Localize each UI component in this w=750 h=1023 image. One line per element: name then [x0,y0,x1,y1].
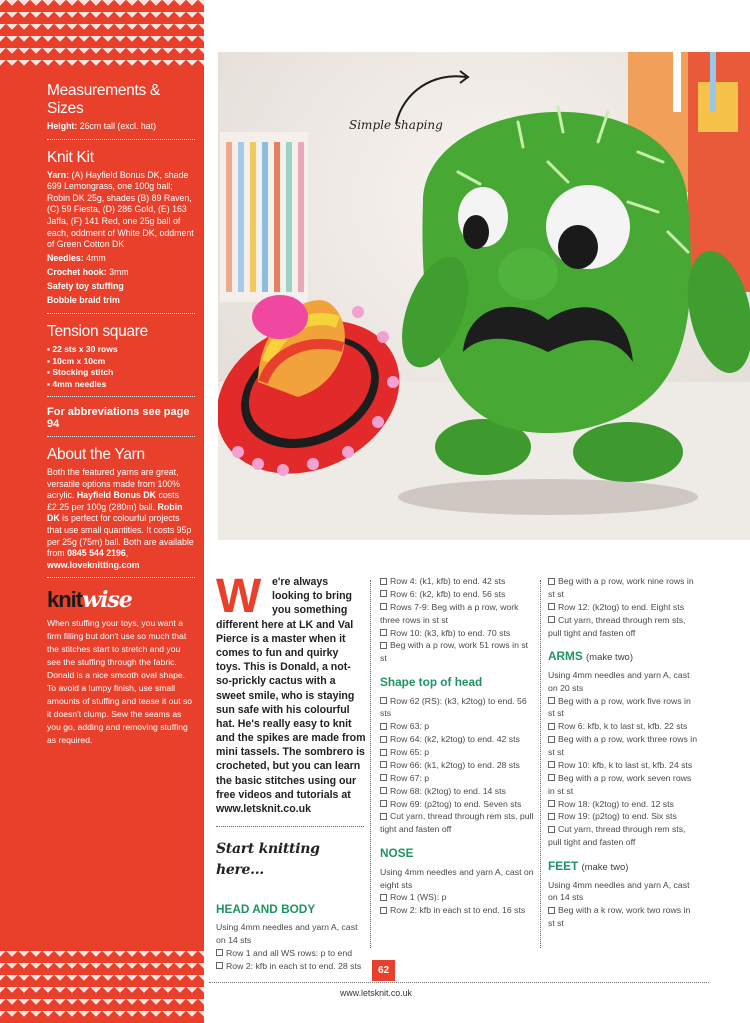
checkbox[interactable] [380,813,387,820]
divider [47,577,195,578]
knit-kit-title: Knit Kit [47,148,94,166]
checkbox[interactable] [548,907,555,914]
pattern-row: Cut yarn, thread through rem sts, pull tight and fasten off [380,811,534,835]
page-number: 62 [372,960,395,981]
tension-item: ▪ 22 sts x 30 rows [47,344,118,355]
nose-intro: Using 4mm needles and yarn A, cast on eight sts [380,866,534,890]
pattern-row: Row 2: kfb in each st to end. 16 sts [380,904,536,917]
checkbox[interactable] [548,761,555,768]
pattern-row: Row 68: (k2tog) to end. 14 sts [380,785,536,798]
pattern-row: Row 18: (k2tog) to end. 12 sts [548,798,698,811]
pattern-row: Row 63: p [380,720,536,733]
knit-pattern-top [0,0,204,68]
tension-item: ▪ 10cm x 10cm [47,355,106,366]
pattern-row: Beg with a p row, work five rows in st st [548,695,691,719]
intro-text-b: different here at LK and Val Pierce is a master when it comes to fun and quirky toys. This is Donald, a not-so-prickly cactus with a sweet smile, who is staying sun safe with his colourful hat. He's really easy to knit and the spikes are made from mini tassels. The sombrero is crocheted, but you can learn the basic stitches using our free videos and tutorials at [216,618,366,801]
checkbox[interactable] [380,749,387,756]
checkbox[interactable] [548,813,555,820]
knit-kit-hook: Crochet hook: 3mm [47,266,129,277]
checkbox[interactable] [380,697,387,704]
column-1 [216,570,366,973]
intro-url: www.letsknit.co.uk [216,803,311,815]
checkbox[interactable] [548,723,555,730]
pattern-row: Row 65: p [380,746,536,759]
photo-annotation: Simple shaping [349,118,443,132]
tension-title: Tension square [47,323,148,341]
abbreviations-note: For abbreviations see page 94 [47,406,190,430]
sidebar [0,0,204,1023]
head-body-intro: Using 4mm needles and yarn A, cast on 14 sts [216,922,358,945]
footer-divider [209,982,709,983]
measurements-height: Height: 26cm tall (excl. hat) [47,121,157,131]
nose-title: NOSE [380,846,414,861]
pattern-row: Row 67: p [380,772,536,785]
divider [216,826,364,827]
pattern-row: Row 10: (k3, kfb) to end. 70 sts [380,627,536,640]
footer-url: www.letsknit.co.uk [340,988,412,998]
feet-intro: Using 4mm needles and yarn A, cast on 14 sts [548,879,690,903]
divider [47,436,195,437]
column-2 [380,575,536,917]
about-yarn-text: Both the featured yarns are great, versatile options made from 100% acrylic. Hayfield Bonus DK costs £2.25 per 100g (280m) ball. Robin DK is perfect for colourful projects that use small quantities. It costs 95p per 25g (75m) ball. Both are available from 0845 544 2196, www.loveknitting.com [47,467,194,570]
cactus-photo [218,52,750,540]
pattern-row: Row 6: (k2, kfb) to end. 56 sts [380,588,536,601]
checkbox[interactable] [380,800,387,807]
shape-top-title: Shape top of head [380,675,483,690]
knit-kit-braid: Bobble braid trim [47,295,120,306]
pattern-row: Beg with a p row, work seven rows in st st [548,772,692,796]
arms-title: ARMS (make two) [548,649,633,664]
pattern-row: Beg with a k row, work two rows in st st [548,905,691,929]
pattern-row: Row 66: (k1, k2tog) to end. 28 sts [380,759,536,772]
intro-paragraph [216,570,366,816]
checkbox[interactable] [216,962,223,969]
knitwise-title: knitwise [47,587,132,614]
checkbox[interactable] [548,603,555,610]
checkbox[interactable] [548,616,555,623]
divider [47,313,195,314]
checkbox[interactable] [380,578,387,585]
knit-kit-yarn: Yarn: (A) Hayfield Bonus DK, shade 699 Lemongrass, one 100g ball; Robin DK 25g, shades (B) 89 Raven, (C) 59 Fiesta, (D) 286 Gold, (E) 163 Jaffa, (F) 141 Red, one 25g ball of each, oddment of White DK, oddment of Green Cotton DK [47,169,194,250]
start-heading: Start knitting here... [216,841,320,878]
sidebar-content [47,82,195,746]
checkbox[interactable] [380,894,387,901]
drop-cap: W [216,570,262,623]
feet-title: FEET (make two) [548,859,629,874]
pattern-row: Row 62 (RS): (k3, k2tog) to end. 56 sts [380,695,527,719]
pattern-row: Beg with a p row, work nine rows in st st [548,576,694,599]
pattern-row: Row 10: kfb, k to last st, kfb. 24 sts [548,759,698,772]
divider [47,139,195,140]
head-body-title: HEAD AND BODY [216,901,316,916]
knit-pattern-bottom [0,951,204,1023]
pattern-row: Cut yarn, thread through rem sts, pull tight and fasten off [548,614,686,638]
checkbox[interactable] [380,774,387,781]
pattern-row: Cut yarn, thread through rem sts, pull tight and fasten off [548,824,686,848]
knit-kit-stuffing: Safety toy stuffing [47,281,124,291]
tension-item: ▪ 4mm needles [47,378,107,389]
column-divider [370,580,371,948]
checkbox[interactable] [380,787,387,794]
pattern-row: Beg with a p row, work three rows in st st [548,734,698,758]
tension-item: ▪ Stocking stitch [47,367,114,378]
pattern-row: Row 12: (k2tog) to end. Eight sts [548,601,698,614]
divider [47,396,195,397]
arms-intro: Using 4mm needles and yarn A, cast on 20 sts [548,669,690,693]
about-yarn-title: About the Yarn [47,446,145,463]
checkbox[interactable] [380,629,387,636]
checkbox[interactable] [548,697,555,704]
checkbox[interactable] [380,736,387,743]
pattern-row: Row 64: (k2, k2tog) to end. 42 sts [380,733,536,746]
pattern-row: Row 19: (p2tog) to end. Six sts [548,810,698,823]
checkbox[interactable] [380,907,387,914]
pattern-row: Row 4: (k1, kfb) to end. 42 sts [380,575,536,588]
checkbox[interactable] [216,949,223,956]
pattern-row: Row 69: (p2tog) to end. Seven sts [380,798,536,811]
checkbox[interactable] [548,774,555,781]
column-3 [548,575,698,930]
checkbox[interactable] [548,578,555,585]
pattern-row: Row 2: kfb in each st to end. 28 sts [216,960,366,973]
checkbox[interactable] [380,590,387,597]
checkbox[interactable] [548,736,555,743]
pattern-row: Beg with a p row, work 51 rows in st st [380,640,529,664]
checkbox[interactable] [380,723,387,730]
knit-kit-needles: Needles: 4mm [47,252,106,263]
pattern-row: Rows 7-9: Beg with a p row, work three rows in st st [380,601,519,625]
checkbox[interactable] [380,642,387,649]
checkbox[interactable] [380,603,387,610]
checkbox[interactable] [548,800,555,807]
knitwise-text: When stuffing your toys, you want a firm filling but don't use so much that the stitches start to stretch and you see the stuffing through the fabric. Donald is a nice smooth oval shape. To avoid a lumpy finish, use small amounts of stuffing and tease it out so it doesn't clump. Sew the seams as you go, adding and removing stuffing as required. [47,618,193,745]
pattern-row: Row 6: kfb, k to last st, kfb. 22 sts [548,720,698,733]
cactus-illustration [218,52,750,540]
checkbox[interactable] [380,761,387,768]
intro-text-a: e're always looking to bring you something [272,576,353,617]
checkbox[interactable] [548,826,555,833]
pattern-row: Row 1 (WS): p [380,891,536,904]
column-divider [540,580,541,948]
measurements-title: Measurements & Sizes [47,82,160,117]
pattern-row: Row 1 and all WS rows: p to end [216,947,366,960]
